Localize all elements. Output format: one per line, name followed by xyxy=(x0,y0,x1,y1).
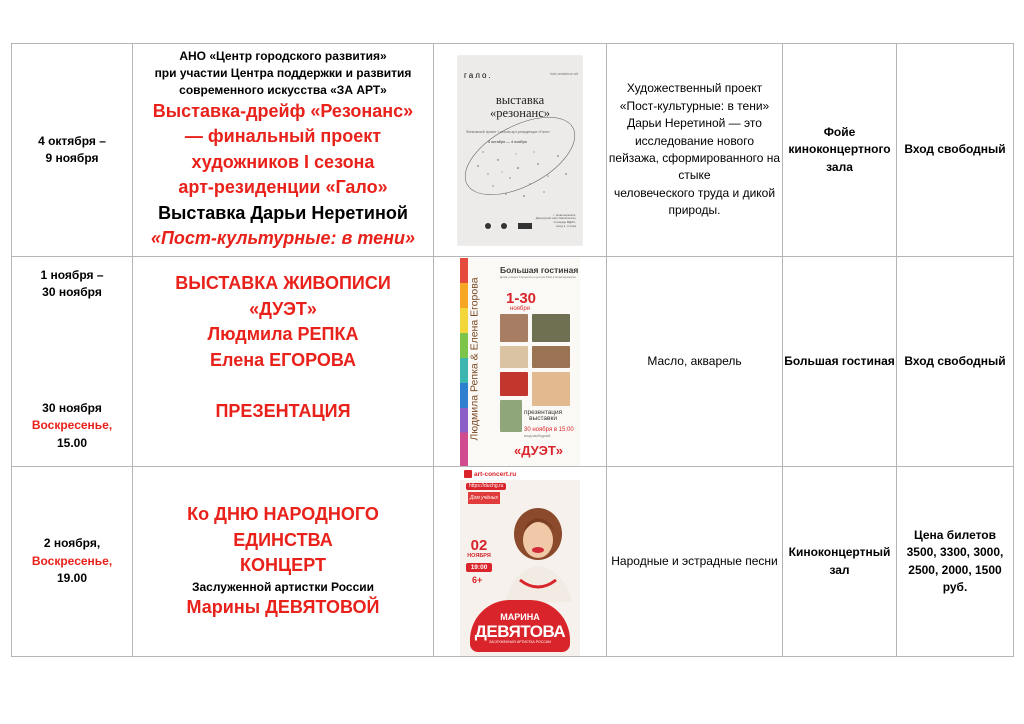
venue-line: Фойе xyxy=(823,124,856,139)
description-line: человеческого труда и дикой xyxy=(613,185,776,200)
poster-date: 02 xyxy=(470,536,488,554)
poster-logo: Дом учёных xyxy=(468,492,500,504)
venue-cell xyxy=(783,467,897,657)
events-table xyxy=(11,43,1014,657)
painting-photo xyxy=(500,346,528,368)
date-line: 2 ноября, xyxy=(43,536,101,551)
poster-artists-vertical: Людмила Репка & Елена Егорова xyxy=(468,276,481,441)
poster-brand-icon xyxy=(464,470,472,478)
poster-cell xyxy=(434,257,607,467)
poster-resonance xyxy=(458,56,582,245)
date-line: 1 ноября – xyxy=(40,268,104,282)
event-title-line: Выставка-дрейф «Резонанс» xyxy=(152,100,414,121)
poster-title xyxy=(458,94,582,120)
event-title-line: художников I сезона xyxy=(191,151,375,172)
poster-footer-line: вход 1, 3 этаж xyxy=(556,224,576,229)
event-title-line: арт-резиденции «Гало» xyxy=(178,177,388,198)
description-line: Дарьи Неретиной — это xyxy=(627,116,762,131)
venue-cell xyxy=(783,44,897,257)
title-cell xyxy=(133,257,434,467)
description-cell xyxy=(607,44,783,257)
poster-footer-line: площадь ВДНХ, xyxy=(553,220,576,225)
description-line: пейзажа, сформированного на xyxy=(608,151,781,165)
description-cell: Масло, акварель xyxy=(607,257,783,467)
poster-last-name: ДЕВЯТОВА xyxy=(474,621,566,641)
poster-footer-line: г. Новочеркасск, xyxy=(553,212,576,217)
description-line: природы. xyxy=(668,203,721,218)
price-line: руб. xyxy=(942,579,968,594)
painting-photo xyxy=(532,372,570,406)
table-row xyxy=(12,44,1014,257)
poster-venue-subtitle: Дома учёных Городского центра РАН в Новочеркасске xyxy=(500,274,577,279)
event-title-line: Ко ДНЮ НАРОДНОГО xyxy=(187,504,379,524)
event-title-line: ВЫСТАВКА ЖИВОПИСИ xyxy=(175,273,391,293)
honor-line: Заслуженной артистки России xyxy=(191,579,375,594)
title-cell xyxy=(133,467,434,657)
poster-url: halo.residence.art xyxy=(550,71,578,76)
poster-date-block xyxy=(464,538,494,561)
event-title-line: КОНЦЕРТ xyxy=(240,555,326,576)
performer-name: Марины ДЕВЯТОВОЙ xyxy=(186,597,380,618)
description-line: «Пост-культурные: в тени» xyxy=(619,98,770,113)
poster-time: 19:00 xyxy=(466,563,492,572)
event-title-line: — финальный проект xyxy=(184,126,382,147)
poster-presentation xyxy=(524,410,562,424)
poster-venue-title: Большая гостиная xyxy=(500,264,579,275)
poster-presentation-date: 30 ноября в 15:00 xyxy=(524,426,574,433)
event-time: 19.00 xyxy=(56,571,88,586)
description-line: Художественный проект xyxy=(626,81,763,96)
painting-photo xyxy=(532,314,570,342)
venue-line: Киноконцертный xyxy=(788,545,891,560)
poster-month: НОЯБРЯ xyxy=(467,552,491,559)
date-cell xyxy=(12,44,133,257)
poster-cell xyxy=(434,44,607,257)
poster-entry: вход свободный xyxy=(524,433,551,438)
date-cell xyxy=(12,467,133,657)
painting-photo xyxy=(500,400,522,432)
poster-dates: 4 октября — 4 ноября xyxy=(488,139,527,144)
title-cell xyxy=(133,44,434,257)
venue-cell: Большая гостиная xyxy=(783,257,897,467)
painting-photo xyxy=(500,314,528,342)
event-title-line: Елена ЕГОРОВА xyxy=(210,349,356,370)
poster-footer-line: Дом-музей «Арт-Мегаполис» xyxy=(535,216,576,221)
date-line: 9 ноября xyxy=(45,151,99,165)
venue-line: киноконцертного xyxy=(788,142,891,157)
price-cell: Вход свободный xyxy=(897,257,1014,467)
poster-duet-title: «ДУЭТ» xyxy=(514,442,563,458)
venue-line: зала xyxy=(826,159,853,174)
price-cell: Вход свободный xyxy=(897,44,1014,257)
description-line: стыке xyxy=(678,168,711,183)
presentation-date: 30 ноября xyxy=(42,400,102,415)
presentation-day: Воскресенье, xyxy=(31,418,113,433)
poster-honor: ЗАСЛУЖЕННАЯ АРТИСТКА РОССИИ xyxy=(489,639,551,644)
event-title-line: Людмила РЕПКА xyxy=(207,324,359,345)
poster-title-line: выставка xyxy=(495,92,545,107)
price-line: 3500, 3300, 3000, xyxy=(906,545,1004,560)
poster-first-name: МАРИНА xyxy=(500,611,540,622)
painting-photo xyxy=(532,346,570,368)
poster-title-line: «резонанс» xyxy=(489,105,551,120)
description-cell: Народные и эстрадные песни xyxy=(607,467,783,657)
poster-logo: гало. xyxy=(464,70,493,80)
poster-presentation-line: выставки xyxy=(529,415,557,423)
presentation-label: ПРЕЗЕНТАЦИЯ xyxy=(215,401,351,422)
event-title-line: ЕДИНСТВА xyxy=(233,529,333,550)
description-line: исследование нового xyxy=(634,133,755,148)
poster-age: 6+ xyxy=(472,574,483,585)
event-title-line: «ДУЭТ» xyxy=(249,298,317,319)
poster-subtitle: Финальный проект I сезона арт-резиденции «Гало» xyxy=(466,129,550,134)
poster-url: https://duchg.ru xyxy=(466,483,506,490)
performer-photo xyxy=(498,498,578,602)
organizer-line: АНО «Центр городского развития» xyxy=(179,49,387,64)
date-line: 30 ноября xyxy=(42,285,102,300)
date-line: 4 октября – xyxy=(38,133,106,148)
event-subtitle: Выставка Дарьи Неретиной xyxy=(158,202,408,223)
presentation-time: 15.00 xyxy=(56,435,88,450)
painting-photo xyxy=(500,372,528,396)
date-cell xyxy=(12,257,133,467)
event-subtitle-italic: «Пост-культурные: в тени» xyxy=(150,228,416,249)
poster-date: 1-30 xyxy=(506,289,537,307)
venue-line: зал xyxy=(829,562,850,577)
organizer-line: при участии Центра поддержки и развития xyxy=(154,65,412,80)
table-row xyxy=(12,467,1014,657)
price-cell xyxy=(897,467,1014,657)
poster-footer xyxy=(536,214,576,230)
event-day: Воскресенье, xyxy=(31,553,113,568)
poster-cell xyxy=(434,467,607,657)
table-row xyxy=(12,257,1014,467)
organizer-line: современного искусства «ЗА АРТ» xyxy=(179,82,387,97)
poster-duet xyxy=(460,258,580,466)
price-line: Цена билетов xyxy=(913,527,997,542)
price-line: 2500, 2000, 1500 xyxy=(908,562,1002,577)
poster-presentation-line: презентация xyxy=(524,408,563,416)
poster-concert xyxy=(460,468,580,656)
poster-month: ноября xyxy=(510,305,530,312)
poster-site: art-concert.ru xyxy=(474,470,517,478)
